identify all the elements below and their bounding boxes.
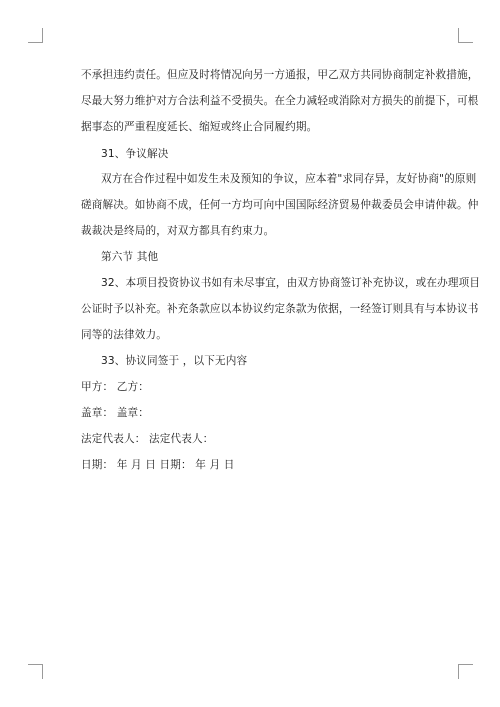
paragraph-line: 磋商解决。如协商不成，任何一方均可向中国国际经济贸易仲裁委员会申请仲裁。仲 <box>81 199 479 211</box>
paragraph-line: 公证时予以补充。补充条款应以本协议约定条款为依据，一经签订则具有与本协议书 <box>81 303 479 315</box>
signature-parties: 甲方： 乙方： <box>81 381 149 393</box>
crop-mark-top-left <box>28 28 43 43</box>
crop-mark-bottom-right <box>458 664 473 679</box>
section-heading-33: 33、协议同签于 ，以下无内容 <box>101 355 248 367</box>
paragraph-line: 不承担违约责任。但应及时将情况向另一方通报，甲乙双方共同协商制定补救措施， <box>81 69 479 81</box>
section-heading-31: 31、争议解决 <box>101 148 169 160</box>
signature-date: 日期： 年 月 日 日期： 年 月 日 <box>81 459 235 471</box>
signature-seal: 盖章： 盖章： <box>81 407 149 419</box>
crop-mark-bottom-left <box>28 664 43 679</box>
paragraph-line: 裁裁决是终局的，对双方都具有约束力。 <box>81 225 275 237</box>
paragraph-line: 32、本项目投资协议书如有未尽事宜，由双方协商签订补充协议，或在办理项目 <box>101 277 481 289</box>
paragraph-line: 同等的法律效力。 <box>81 329 167 341</box>
paragraph-line: 尽最大努力维护对方合法利益不受损失。在全力减轻或消除对方损失的前提下，可根 <box>81 95 479 107</box>
paragraph-line: 据事态的严重程度延长、缩短或终止合同履约期。 <box>81 121 318 133</box>
paragraph-line: 双方在合作过程中如发生未及预知的争议，应本着"求同存异，友好协商"的原则 <box>101 173 477 185</box>
signature-legal-representative: 法定代表人： 法定代表人： <box>81 433 214 445</box>
crop-mark-top-right <box>458 28 473 43</box>
section-heading-part-6: 第六节 其他 <box>101 251 159 263</box>
